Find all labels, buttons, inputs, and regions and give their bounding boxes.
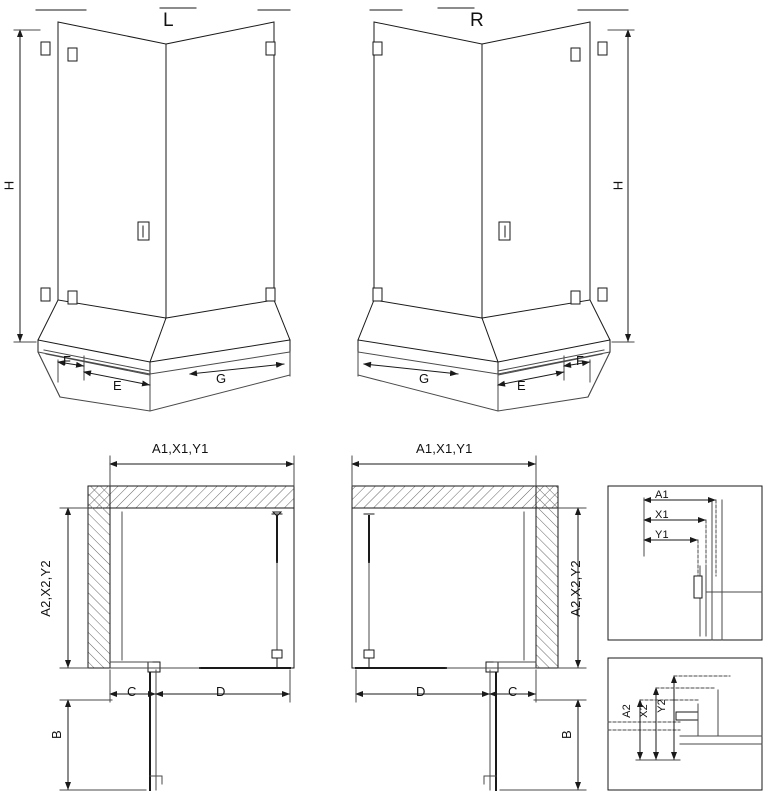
detail-line-y1: Y1 xyxy=(655,529,669,541)
dim-height-left: H xyxy=(1,180,17,191)
dim-f-left: F xyxy=(63,353,72,368)
dim-height-right: H xyxy=(610,180,626,191)
detail-top xyxy=(608,486,762,640)
dim-d-left: D xyxy=(216,684,226,699)
dim-b-left: B xyxy=(48,730,64,739)
dim-g-right: G xyxy=(419,371,430,386)
dim-g-left: G xyxy=(216,371,227,386)
elevation-right xyxy=(358,8,634,411)
dim-side-plan-left: A2,X2,Y2 xyxy=(37,560,53,617)
detail-line-x1: X1 xyxy=(655,509,669,521)
detail-line-a1: A1 xyxy=(655,489,669,501)
dim-top-plan-right: A1,X1,Y1 xyxy=(416,441,473,456)
dim-e-left: E xyxy=(113,378,122,393)
elevation-left xyxy=(14,8,290,411)
plan-right xyxy=(352,456,586,790)
dim-side-plan-right: A2,X2,Y2 xyxy=(567,560,583,617)
variant-label-left: L xyxy=(163,10,174,31)
detail-line-a2: A2 xyxy=(620,704,633,718)
dim-b-right: B xyxy=(558,730,574,739)
handle-left-elevation xyxy=(138,222,149,240)
plan-left xyxy=(60,456,294,790)
detail-bottom xyxy=(608,658,762,790)
detail-line-y2: Y2 xyxy=(655,699,668,713)
dim-c-right: C xyxy=(508,684,518,699)
handle-right-elevation xyxy=(499,222,510,240)
dim-f-right: F xyxy=(576,353,585,368)
variant-label-right: R xyxy=(470,10,484,31)
dim-top-plan-left: A1,X1,Y1 xyxy=(152,441,209,456)
detail-line-x2: X2 xyxy=(637,704,650,718)
dim-d-right: D xyxy=(416,684,426,699)
dim-c-left: C xyxy=(127,684,137,699)
dim-e-right: E xyxy=(517,378,526,393)
